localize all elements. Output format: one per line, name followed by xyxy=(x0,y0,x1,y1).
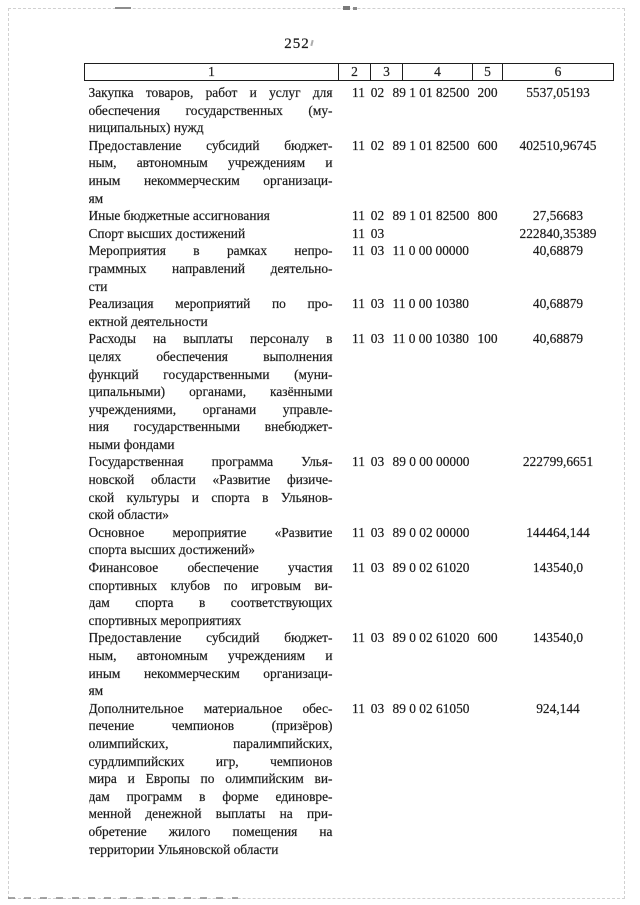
name-line: спорта высших достижений» xyxy=(88,542,255,558)
cell-name xyxy=(85,295,339,330)
cell-subsection-code: 02 xyxy=(370,85,385,100)
cell-target-article-code: 11 0 00 10380 xyxy=(392,296,469,312)
cell-expense-type-code: 600 xyxy=(477,630,498,646)
cell-name xyxy=(85,330,339,453)
name-line: сти xyxy=(88,278,108,294)
column-header-6: 6 xyxy=(503,64,614,81)
name-line: дам спорта в соответствующих xyxy=(88,595,333,611)
name-line: новской области «Развитие физиче- xyxy=(88,472,333,488)
cell-target-article-code: 89 0 02 61020 xyxy=(392,630,470,646)
table-row xyxy=(85,295,614,330)
cell-name xyxy=(85,81,339,137)
cell-subsection-code: 03 xyxy=(370,560,385,576)
table-row xyxy=(85,225,614,243)
cell-amount: 143540,0 xyxy=(532,560,584,576)
cell-name xyxy=(85,137,339,207)
table-row xyxy=(85,453,614,523)
name-line: Мероприятия в рамках непро- xyxy=(88,243,333,259)
cell-expense-type-code: 200 xyxy=(477,85,498,100)
scan-noise-mark xyxy=(115,7,131,9)
cell-subsection-code: 03 xyxy=(370,630,385,646)
name-line: спортивных клубов по игровым ви- xyxy=(88,577,333,593)
name-line: Государственная программа Улья- xyxy=(88,454,333,470)
cell-target-article-code: 89 1 01 82500 xyxy=(392,137,470,153)
name-line: ектной деятельности xyxy=(88,313,208,329)
cell-name xyxy=(85,225,339,243)
cell-expense-type-code: 600 xyxy=(477,137,498,153)
column-header-4: 4 xyxy=(403,64,473,81)
name-line: Дополнительное материальное обес- xyxy=(88,700,333,716)
cell-name xyxy=(85,453,339,523)
cell-target-article-code: 89 0 00 00000 xyxy=(392,454,470,470)
cell-target-article-code: 89 0 02 61050 xyxy=(392,700,470,716)
name-line: менной денежной выплаты на при- xyxy=(88,806,333,822)
name-line: ным, автономным учреждениям и xyxy=(88,155,333,171)
cell-section-code: 11 xyxy=(352,560,365,576)
cell-amount: 40,68879 xyxy=(532,296,584,312)
cell-section-code: 11 xyxy=(352,331,365,347)
table-row xyxy=(85,242,614,295)
cell-target-article-code: 89 0 02 61020 xyxy=(392,560,470,576)
scan-noise-mark xyxy=(343,6,350,10)
cell-section-code: 11 xyxy=(352,85,365,100)
cell-target-article-code: 89 1 01 82500 xyxy=(392,85,470,100)
scan-noise-mark xyxy=(353,7,357,10)
table-header-row xyxy=(85,64,614,81)
name-line: ской культуры и спорта в Ульянов- xyxy=(88,489,333,505)
cell-target-article-code: 89 0 02 00000 xyxy=(392,524,470,540)
name-line: ям xyxy=(88,683,104,699)
cell-subsection-code: 03 xyxy=(370,296,385,312)
name-line: обретение жилого помещения на xyxy=(88,823,333,839)
cell-expense-type-code xyxy=(473,524,503,559)
budget-table xyxy=(84,63,614,858)
cell-expense-type-code xyxy=(473,559,503,629)
cell-name xyxy=(85,629,339,699)
table-row xyxy=(85,81,614,137)
name-line: ской области» xyxy=(88,507,169,523)
cell-amount: 40,68879 xyxy=(532,331,584,347)
name-line: Предоставление субсидий бюджет- xyxy=(88,630,333,646)
table-row xyxy=(85,137,614,207)
cell-target-article-code: 11 0 00 10380 xyxy=(392,331,469,347)
cell-section-code: 11 xyxy=(352,700,365,716)
cell-subsection-code: 03 xyxy=(370,454,385,470)
table-row xyxy=(85,700,614,858)
scan-noise-mark xyxy=(8,897,238,899)
name-line: ниципальных) нужд xyxy=(88,120,204,136)
name-line: целях обеспечения выполнения xyxy=(88,348,333,364)
cell-expense-type-code xyxy=(473,295,503,330)
table-row xyxy=(85,330,614,453)
name-line: Расходы на выплаты персоналу в xyxy=(88,331,333,347)
column-header-5: 5 xyxy=(473,64,503,81)
name-line: учреждениями, органами управле- xyxy=(88,401,333,417)
cell-amount: 402510,96745 xyxy=(519,137,597,153)
name-line: иным некоммерческим организаци- xyxy=(88,665,333,681)
table-row xyxy=(85,207,614,225)
name-line: ципальными) органами, казёнными xyxy=(88,384,333,400)
name-line: Предоставление субсидий бюджет- xyxy=(88,137,333,153)
name-line: сурдлимпийских игр, чемпионов xyxy=(88,753,333,769)
cell-amount: 5537,05193 xyxy=(526,85,590,100)
name-line: Закупка товаров, работ и услуг для xyxy=(88,85,333,100)
name-line: спортивных мероприятиях xyxy=(88,612,242,628)
name-line: ными фондами xyxy=(88,436,175,452)
cell-expense-type-code: 100 xyxy=(477,331,498,347)
cell-name xyxy=(85,207,339,225)
cell-section-code: 11 xyxy=(352,243,365,259)
cell-name xyxy=(85,242,339,295)
table-row xyxy=(85,524,614,559)
cell-section-code: 11 xyxy=(352,454,365,470)
cell-amount: 143540,0 xyxy=(532,630,584,646)
cell-subsection-code: 03 xyxy=(370,700,385,716)
cell-subsection-code: 02 xyxy=(370,208,385,224)
cell-name xyxy=(85,559,339,629)
column-header-2: 2 xyxy=(339,64,371,81)
cell-name xyxy=(85,524,339,559)
cell-section-code: 11 xyxy=(352,225,365,241)
cell-subsection-code: 03 xyxy=(370,524,385,540)
name-line: Финансовое обеспечение участия xyxy=(88,560,333,576)
cell-target-article-code: 11 0 00 00000 xyxy=(392,243,469,259)
name-line: иным некоммерческим организаци- xyxy=(88,172,333,188)
name-line: ния государственными внебюджет- xyxy=(88,419,333,435)
cell-expense-type-code xyxy=(473,225,503,243)
cell-expense-type-code xyxy=(473,242,503,295)
name-line: Реализация мероприятий по про- xyxy=(88,296,333,312)
column-header-3: 3 xyxy=(371,64,403,81)
table-body xyxy=(85,81,614,859)
cell-target-article-code: 89 1 01 82500 xyxy=(392,208,470,224)
cell-section-code: 11 xyxy=(352,137,365,153)
name-line: обеспечения государственных (му- xyxy=(88,102,333,118)
cell-amount: 144464,144 xyxy=(526,524,590,540)
name-line: территории Ульяновской области xyxy=(88,841,279,857)
cell-amount: 222799,6651 xyxy=(522,454,594,470)
cell-name xyxy=(85,700,339,858)
name-line: ным, автономным учреждениям и xyxy=(88,648,333,663)
name-line: граммных направлений деятельно- xyxy=(88,260,333,276)
cell-amount: 924,144 xyxy=(536,700,580,716)
cell-amount: 27,56683 xyxy=(532,208,584,224)
cell-section-code: 11 xyxy=(352,208,365,224)
name-line: печение чемпионов (призёров) xyxy=(88,718,333,734)
cell-subsection-code: 03 xyxy=(370,243,385,259)
name-line: ям xyxy=(88,190,104,206)
cell-expense-type-code xyxy=(473,700,503,858)
name-line: мира и Европы по олимпийским ви- xyxy=(88,771,333,787)
cell-section-code: 11 xyxy=(352,296,365,312)
name-line: функций государственными (муни- xyxy=(88,366,333,382)
cell-expense-type-code xyxy=(473,453,503,523)
table-row xyxy=(85,629,614,699)
name-line: олимпийских, паралимпийских, xyxy=(88,735,333,751)
cell-expense-type-code: 800 xyxy=(477,208,498,224)
cell-subsection-code: 02 xyxy=(370,137,385,153)
name-line: дам программ в форме единовре- xyxy=(88,788,333,804)
cell-subsection-code: 03 xyxy=(370,225,385,241)
page-number: 252 xyxy=(284,36,310,52)
cell-target-article-code xyxy=(403,225,473,243)
table-row xyxy=(85,559,614,629)
name-line: Иные бюджетные ассигнования xyxy=(88,208,270,224)
name-line: Основное мероприятие «Развитие xyxy=(88,524,333,540)
name-line: Спорт высших достижений xyxy=(88,225,246,241)
cell-section-code: 11 xyxy=(352,630,365,646)
cell-subsection-code: 03 xyxy=(370,331,385,347)
cell-amount: 40,68879 xyxy=(532,243,584,259)
cell-section-code: 11 xyxy=(352,524,365,540)
column-header-1: 1 xyxy=(85,64,339,81)
cell-amount: 222840,35389 xyxy=(519,225,597,241)
